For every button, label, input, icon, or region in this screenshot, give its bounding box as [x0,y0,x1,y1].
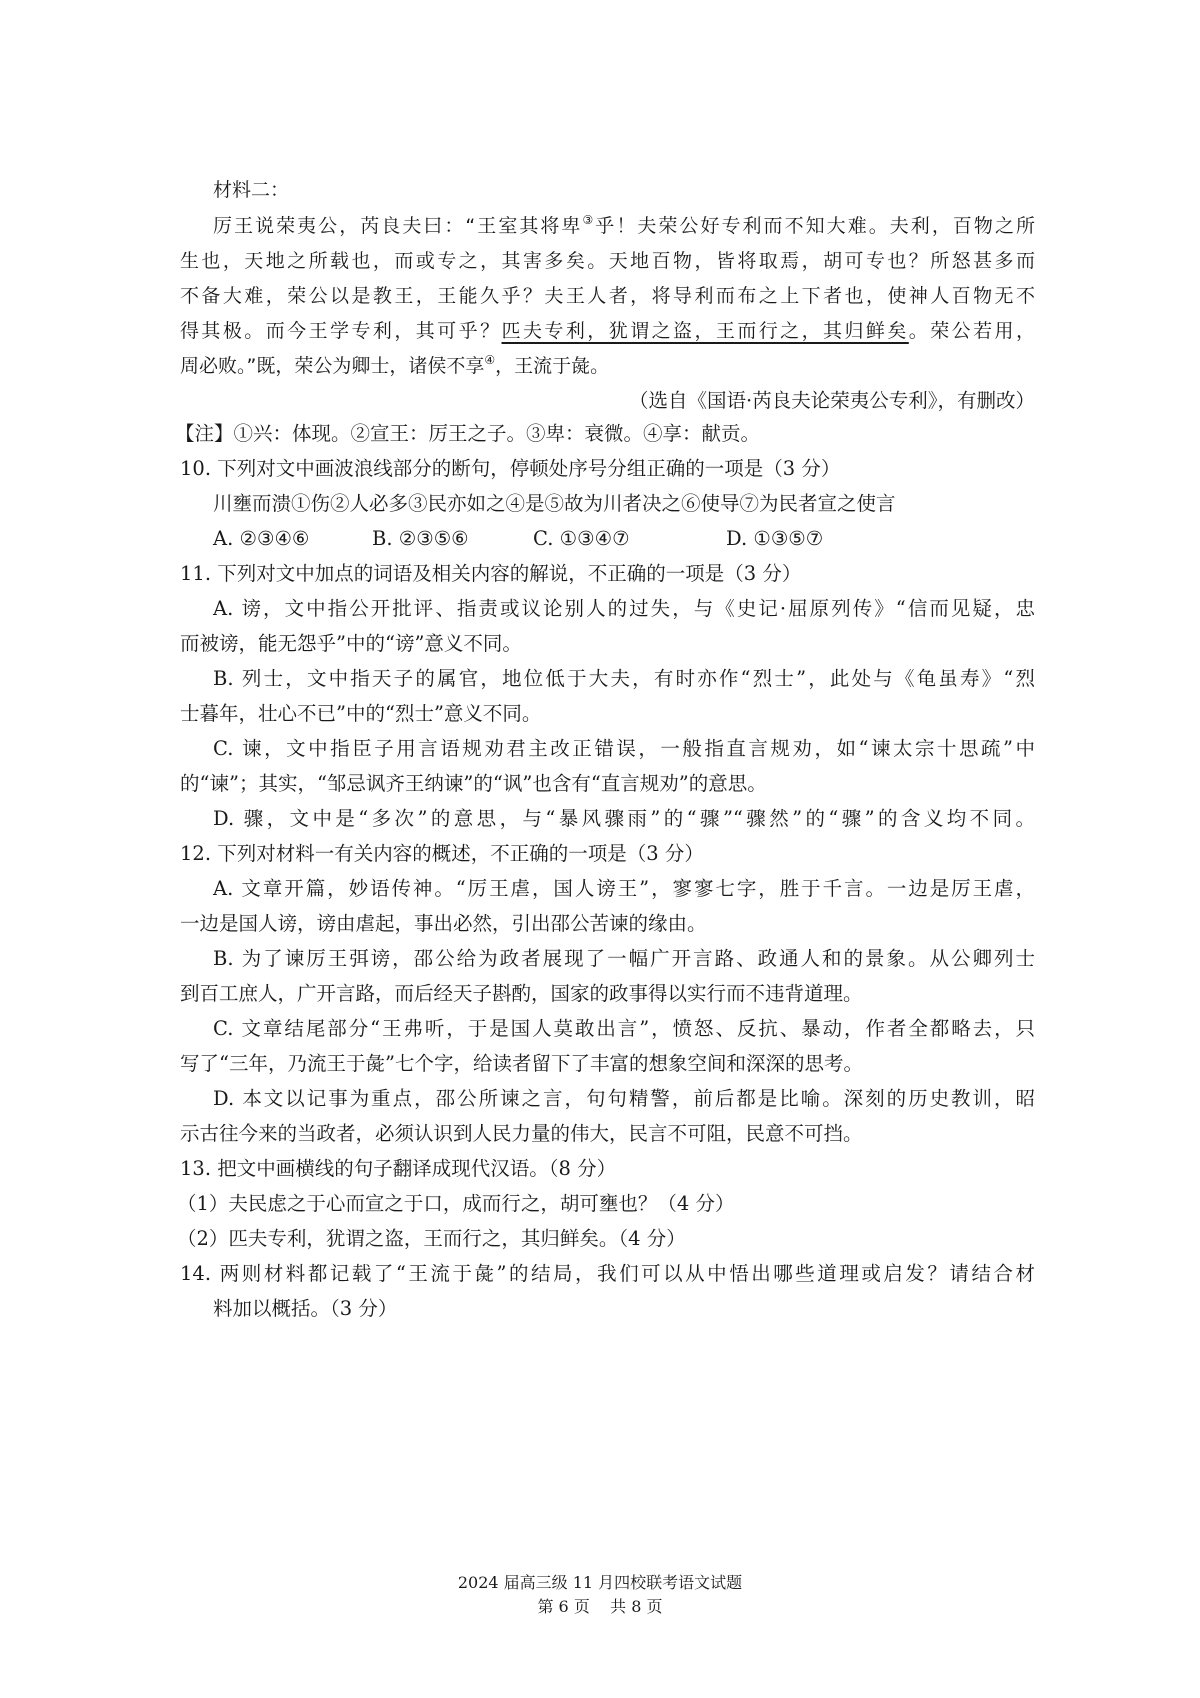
q12-option-b[interactable]: B. 为了谏厉王弭谤，邵公给为政者展现了一幅广开言路、政通人和的景象。从公卿列士 [213,947,1035,970]
q12-option-a[interactable]: A. 文章开篇，妙语传神。“厉王虐，国人谤王”，寥寥七字，胜于千言。一边是厉王虐， [213,877,1035,900]
q12-stem: 12. 下列对材料一有关内容的概述，不正确的一项是（3 分） [180,842,704,865]
q11-option-d[interactable]: D. 骤，文中是“多次”的意思，与“暴风骤雨”的“骤”“骤然”的“骤”的含义均不同。 [213,807,1035,830]
q11-stem: 11. 下列对文中加点的词语及相关内容的解说，不正确的一项是（3 分） [180,562,802,585]
q12-option-a-cont: 一边是国人谤，谤由虐起，事出必然，引出邵公苦谏的缘由。 [180,912,707,935]
source-citation: （选自《国语·芮良夫论荣夷公专利》，有删改） [629,389,1035,412]
q13-stem: 13. 把文中画横线的句子翻译成现代汉语。（8 分） [180,1157,617,1180]
q12-option-d[interactable]: D. 本文以记事为重点，邵公所谏之言，句句精警，前后都是比喻。深刻的历史教训，昭 [213,1087,1035,1110]
q12-option-d-cont: 示古往今来的当政者，必须认识到人民力量的伟大，民言不可阻，民意不可挡。 [180,1122,863,1145]
q14-stem: 14. 两则材料都记载了“王流于彘”的结局，我们可以从中悟出哪些道理或启发？请结合材 [180,1262,1035,1285]
footnote-marker: ③ [582,213,596,227]
q11-option-c-cont: 的“谏”；其实，“邹忌讽齐王纳谏”的“讽”也含有“直言规劝”的意思。 [180,772,767,795]
text-segment: 周必败。”既，荣公为卿士，诸侯不享 [180,355,485,377]
material2-line-3: 不备大难，荣公以是教王，王能久乎？夫王人者，将导利而布之上下者也，使神人百物无不 [180,285,1035,307]
q11-option-b-cont: 士暮年，壮心不已”中的“烈士”意义不同。 [180,702,542,725]
material2-line-1 [213,213,1035,239]
material2-line-5 [180,353,609,379]
footer-page-number: 第 6 页 共 8 页 [537,1597,663,1616]
q10-stem: 10. 下列对文中画波浪线部分的断句，停顿处序号分组正确的一项是（3 分） [180,457,841,480]
footnote-marker: ④ [484,353,496,367]
underlined-sentence: 匹夫专利，犹谓之盗，王而行之，其归鲜矣 [501,320,909,342]
q12-option-b-cont: 到百工庶人，广开言路，而后经天子斟酌，国家的政事得以实行而不违背道理。 [180,982,863,1005]
q11-option-a-cont: 而被谤，能无怨乎”中的“谤”意义不同。 [180,632,522,655]
q13-part-2: （2）匹夫专利，犹谓之盗，王而行之，其归鲜矣。（4 分） [177,1227,686,1250]
text-segment: 乎！夫荣公好专利而不知大难。夫利，百物之所 [595,215,1035,237]
q11-option-b[interactable]: B. 列士，文中指天子的属官，地位低于大夫，有时亦作“烈士”，此处与《龟虽寿》“烈 [213,667,1035,690]
text-segment: 。荣公若用， [908,320,1035,342]
q14-stem-cont: 料加以概括。（3 分） [213,1297,398,1320]
material2-line-4 [180,318,1035,344]
q10-option-d[interactable]: D. ①③⑤⑦ [726,527,824,550]
q10-sentence: 川壅而溃①伤②人必多③民亦如之④是⑤故为川者决之⑥使导⑦为民者宣之使言 [213,492,896,515]
notes: 【注】①兴：体现。②宣王：厉王之子。③卑：衰微。④享：献贡。 [175,422,761,445]
q11-option-a[interactable]: A. 谤，文中指公开批评、指责或议论别人的过失，与《史记·屈原列传》“信而见疑，忠 [213,597,1035,620]
q10-option-a[interactable]: A. ②③④⑥ [213,527,310,550]
text-segment: 得其极。而今王学专利，其可乎？ [180,320,502,342]
q10-option-c[interactable]: C. ①③④⑦ [533,527,630,550]
text-segment: 厉王说荣夷公，芮良夫曰：“王室其将卑 [213,215,583,237]
footer-title: 2024 届高三级 11 月四校联考语文试题 [457,1573,743,1592]
material2-heading: 材料二： [213,179,290,201]
text-segment: ，王流于彘。 [495,355,610,377]
material2-line-2: 生也，天地之所载也，而或专之，其害多矣。天地百物，皆将取焉，胡可专也？所怒甚多而 [180,250,1035,272]
q12-option-c[interactable]: C. 文章结尾部分“王弗听，于是国人莫敢出言”，愤怒、反抗、暴动，作者全都略去，只 [213,1017,1035,1040]
q11-option-c[interactable]: C. 谏，文中指臣子用言语规劝君主改正错误，一般指直言规劝，如“谏太宗十思疏”中 [213,737,1035,760]
q13-part-1: （1）夫民虑之于心而宣之于口，成而行之，胡可壅也？（4 分） [177,1192,735,1215]
q12-option-c-cont: 写了“三年，乃流王于彘”七个字，给读者留下了丰富的想象空间和深深的思考。 [180,1052,863,1075]
q10-option-b[interactable]: B. ②③⑤⑥ [372,527,469,550]
